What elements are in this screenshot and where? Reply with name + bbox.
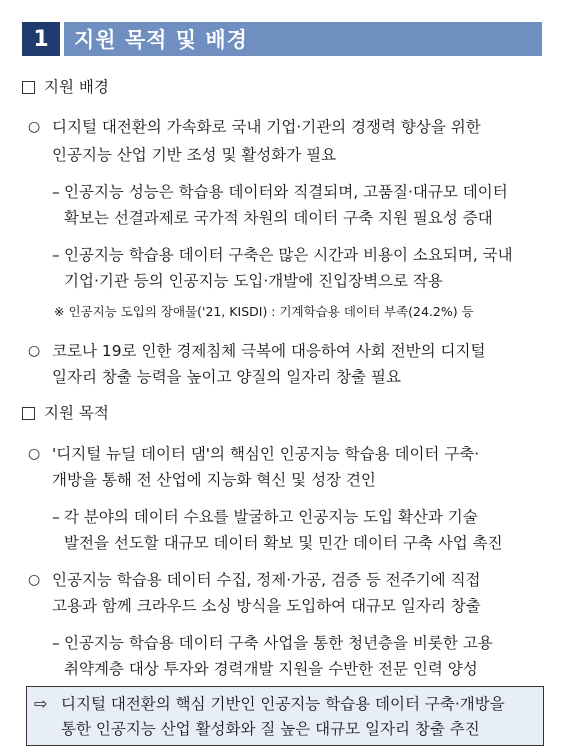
circle-bullet-icon: ○: [28, 119, 41, 135]
text-line: '디지털 뉴딜 데이터 댐'의 핵심인 인공지능 학습용 데이터 구축·: [52, 445, 480, 463]
summary-box: [26, 686, 544, 746]
subsection-label: 지원 목적: [44, 404, 109, 422]
text-line: 일자리 창출 능력을 높이고 양질의 일자리 창출 필요: [52, 368, 401, 386]
text-line: 고용과 함께 크라우드 소싱 방식을 도입하여 대규모 일자리 창출: [52, 597, 481, 615]
circle-bullet-icon: ○: [28, 343, 41, 359]
text-line: 인공지능 성능은 학습용 데이터와 직결되며, 고품질·대규모 데이터: [64, 183, 508, 201]
dash-bullet-icon: –: [52, 508, 60, 526]
text-line: 디지털 대전환의 가속화로 국내 기업·기관의 경쟁력 향상을 위한: [52, 118, 481, 136]
subsection-label: 지원 배경: [44, 78, 109, 96]
text-line: 개방을 통해 전 산업에 지능화 혁신 및 성장 견인: [52, 471, 376, 489]
footnote: ※ 인공지능 도입의 장애물('21, KISDI) : 기계학습용 데이터 부족(24.2%) 등: [54, 304, 474, 319]
dash-bullet-icon: –: [52, 183, 60, 201]
text-line: 인공지능 학습용 데이터 구축 사업을 통한 청년층을 비롯한 고용: [64, 634, 493, 652]
section-number: 1: [22, 22, 60, 56]
text-line: 인공지능 학습용 데이터 수집, 정제·가공, 검증 등 전주기에 직접: [52, 571, 481, 589]
text-line: 기업·기관 등의 인공지능 도입·개발에 진입장벽으로 작용: [64, 272, 443, 290]
text-line: 발전을 선도할 대규모 데이터 확보 및 민간 데이터 구축 사업 촉진: [64, 534, 503, 552]
checkbox-square-icon: [22, 407, 35, 420]
subsection-title-background: [22, 76, 109, 98]
text-line: 인공지능 산업 기반 조성 및 활성화가 필요: [52, 146, 337, 164]
subsection-title-purpose: [22, 402, 109, 424]
circle-bullet-icon: ○: [28, 572, 41, 588]
circle-bullet-icon: ○: [28, 446, 41, 462]
section-title: 지원 목적 및 배경: [64, 22, 542, 56]
text-line: 확보는 선결과제로 국가적 차원의 데이터 구축 지원 필요성 증대: [64, 209, 493, 227]
checkbox-square-icon: [22, 81, 35, 94]
dash-bullet-icon: –: [52, 246, 60, 264]
text-line: 각 분야의 데이터 수요를 발굴하고 인공지능 도입 확산과 기술: [64, 508, 478, 526]
summary-line: 디지털 대전환의 핵심 기반인 인공지능 학습용 데이터 구축·개방을: [61, 695, 505, 713]
section-header: [22, 22, 542, 56]
dash-bullet-icon: –: [52, 634, 60, 652]
text-line: 취약계층 대상 투자와 경력개발 지원을 수반한 전문 인력 양성: [64, 660, 478, 678]
text-line: 인공지능 학습용 데이터 구축은 많은 시간과 비용이 소요되며, 국내: [64, 246, 513, 264]
summary-line: 통한 인공지능 산업 활성화와 질 높은 대규모 일자리 창출 추진: [61, 720, 480, 738]
arrow-right-icon: ⇨: [34, 694, 48, 713]
text-line: 코로나 19로 인한 경제침체 극복에 대응하여 사회 전반의 디지털: [52, 342, 486, 360]
